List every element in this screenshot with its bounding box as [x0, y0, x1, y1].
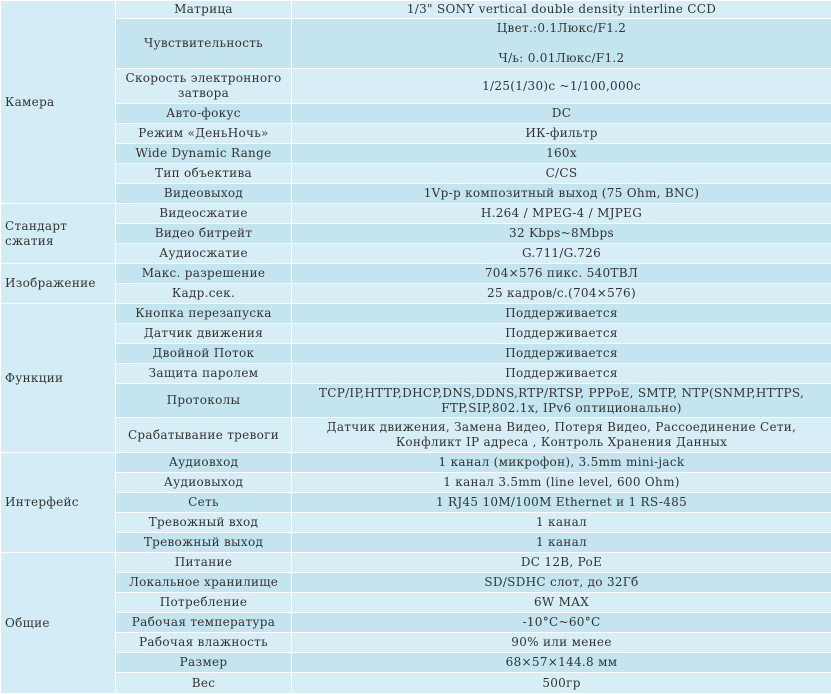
spec-row	[1, 284, 831, 304]
param-value: 704×576 пикс. 540ТВЛ	[292, 264, 831, 284]
spec-row	[1, 304, 831, 324]
param-label: Режим «ДеньНочь»	[116, 124, 292, 144]
group-label: Камера	[1, 1, 116, 204]
spec-row	[1, 533, 831, 553]
spec-row	[1, 184, 831, 204]
param-label: Тревожный вход	[116, 513, 292, 533]
param-value: 1Vp-p композитный выход (75 Ohm, BNC)	[292, 184, 831, 204]
param-label: Аудиовход	[116, 453, 292, 473]
param-label: Тревожный выход	[116, 533, 292, 553]
param-value: DC	[292, 104, 831, 124]
spec-row	[1, 19, 831, 69]
param-value: TCP/IP,HTTP,DHCP,DNS,DDNS,RTP/RTSP, PPPoE, SMTP, NTP(SNMP,HTTPS, FTP,SIP,802.1x, IPv6 оптиционально)	[292, 384, 831, 418]
param-value: Поддерживается	[292, 304, 831, 324]
param-value: 1 канал	[292, 533, 831, 553]
spec-row	[1, 324, 831, 344]
spec-row	[1, 513, 831, 533]
spec-row	[1, 384, 831, 418]
spec-row	[1, 673, 831, 694]
param-label: Видеовыход	[116, 184, 292, 204]
spec-row	[1, 224, 831, 244]
param-label: Датчик движения	[116, 324, 292, 344]
param-value: ИК-фильтр	[292, 124, 831, 144]
spec-row	[1, 344, 831, 364]
spec-row	[1, 124, 831, 144]
param-label: Питание	[116, 553, 292, 573]
param-value: G.711/G.726	[292, 244, 831, 264]
spec-row	[1, 144, 831, 164]
param-label: Сеть	[116, 493, 292, 513]
param-label: Потребление	[116, 593, 292, 613]
param-value: 1 канал 3.5mm (line level, 600 Ohm)	[292, 473, 831, 493]
spec-row	[1, 633, 831, 653]
param-label: Защита паролем	[116, 364, 292, 384]
param-value: Поддерживается	[292, 324, 831, 344]
param-label: Двойной Поток	[116, 344, 292, 364]
spec-row	[1, 653, 831, 673]
param-label: Срабатывание тревоги	[116, 418, 292, 453]
spec-row	[1, 204, 831, 224]
spec-row	[1, 244, 831, 264]
spec-row	[1, 613, 831, 633]
param-value: 1 канал	[292, 513, 831, 533]
param-value: 160x	[292, 144, 831, 164]
param-value: Поддерживается	[292, 344, 831, 364]
spec-row	[1, 593, 831, 613]
param-value: 500гр	[292, 673, 831, 694]
param-label: Чувствительность	[116, 19, 292, 69]
param-value: H.264 / MPEG-4 / MJPEG	[292, 204, 831, 224]
spec-row	[1, 69, 831, 104]
param-value: 90% или менее	[292, 633, 831, 653]
group-label: Изображение	[1, 264, 116, 304]
spec-row	[1, 264, 831, 284]
param-value: C/CS	[292, 164, 831, 184]
param-value: DC 12В, PoE	[292, 553, 831, 573]
spec-table-body	[1, 1, 831, 694]
param-label: Аудиосжатие	[116, 244, 292, 264]
param-value: 6W MAX	[292, 593, 831, 613]
param-label: Локальное хранилище	[116, 573, 292, 593]
group-label: Общие	[1, 553, 116, 694]
spec-row	[1, 1, 831, 19]
param-value: 1/3" SONY vertical double density interline CCD	[292, 1, 831, 19]
group-label: Стандарт сжатия	[1, 204, 116, 264]
spec-row	[1, 418, 831, 453]
param-label: Размер	[116, 653, 292, 673]
spec-row	[1, 164, 831, 184]
param-value: Поддерживается	[292, 364, 831, 384]
param-label: Матрица	[116, 1, 292, 19]
param-label: Аудиовыход	[116, 473, 292, 493]
spec-row	[1, 553, 831, 573]
param-label: Вес	[116, 673, 292, 694]
param-label: Видео битрейт	[116, 224, 292, 244]
param-label: Wide Dynamic Range	[116, 144, 292, 164]
group-label: Интерфейс	[1, 453, 116, 553]
param-label: Видеосжатие	[116, 204, 292, 224]
param-value: 1/25(1/30)с ~1/100,000с	[292, 69, 831, 104]
param-label: Протоколы	[116, 384, 292, 418]
group-label: Функции	[1, 304, 116, 453]
spec-row	[1, 453, 831, 473]
param-label: Рабочая влажность	[116, 633, 292, 653]
spec-row	[1, 573, 831, 593]
param-value: 32 Kbps~8Mbps	[292, 224, 831, 244]
param-value: Цвет.:0.1Люкс/F1.2 Ч/ь: 0.01Люкс/F1.2	[292, 19, 831, 69]
spec-row	[1, 364, 831, 384]
param-value: 68×57×144.8 мм	[292, 653, 831, 673]
spec-row	[1, 104, 831, 124]
param-value: 1 RJ45 10M/100M Ethernet и 1 RS-485	[292, 493, 831, 513]
param-label: Авто-фокус	[116, 104, 292, 124]
param-label: Скорость электронного затвора	[116, 69, 292, 104]
param-label: Кадр.сек.	[116, 284, 292, 304]
param-value: SD/SDHC слот, до 32Гб	[292, 573, 831, 593]
param-value: -10°C~60°C	[292, 613, 831, 633]
spec-row	[1, 473, 831, 493]
param-value: 25 кадров/с.(704×576)	[292, 284, 831, 304]
param-value: Датчик движения, Замена Видео, Потеря Видео, Рассоединение Сети, Конфликт IP адреса , Контроль Хранения Данных	[292, 418, 831, 453]
param-value: 1 канал (микрофон), 3.5mm mini-jack	[292, 453, 831, 473]
param-label: Макс. разрешение	[116, 264, 292, 284]
param-label: Тип объектива	[116, 164, 292, 184]
param-label: Кнопка перезапуска	[116, 304, 292, 324]
param-label: Рабочая температура	[116, 613, 292, 633]
spec-row	[1, 493, 831, 513]
